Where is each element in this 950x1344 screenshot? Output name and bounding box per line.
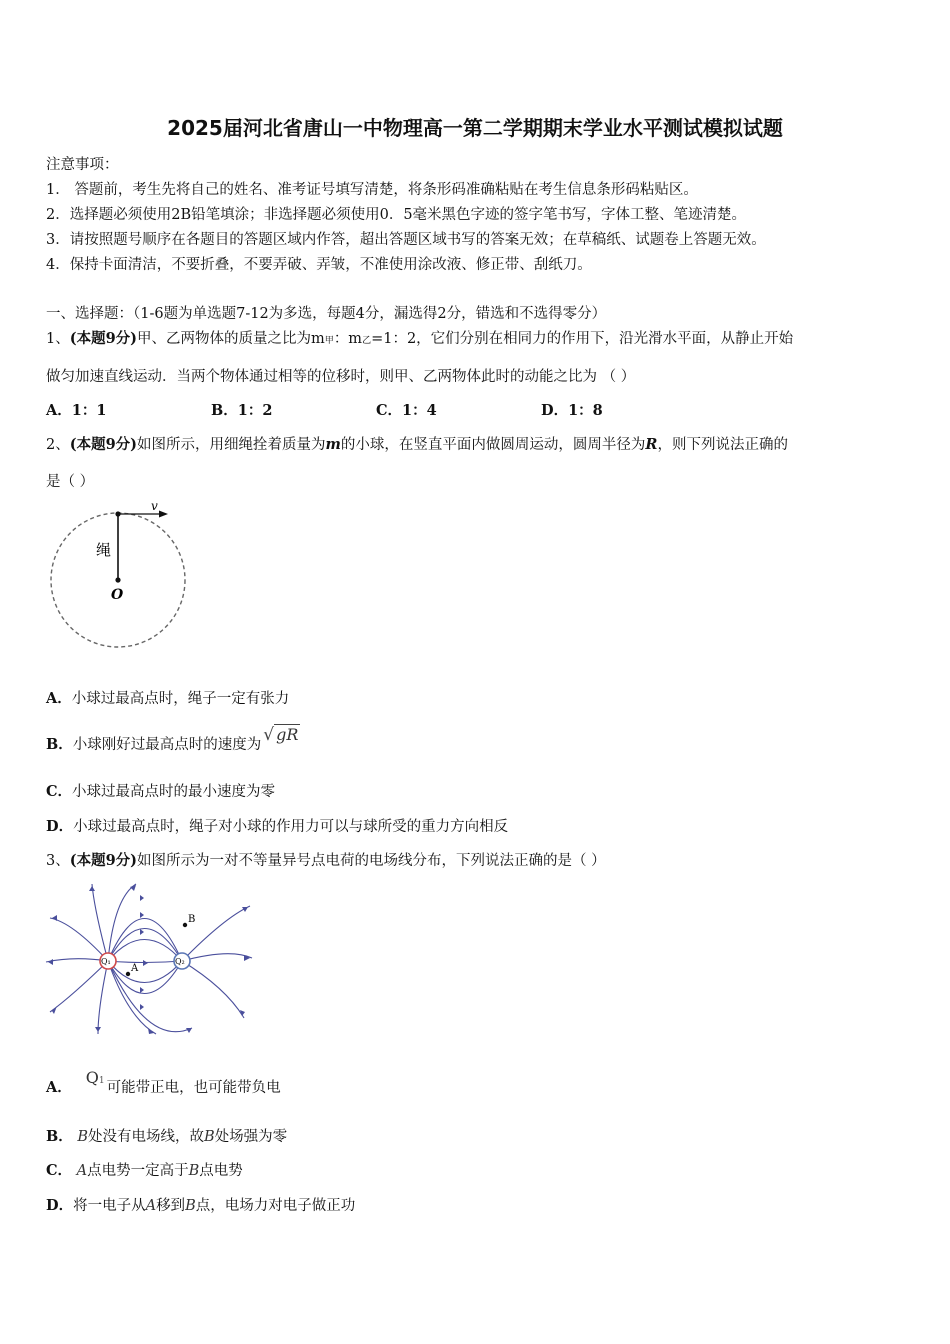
label-b: B [188,914,196,925]
option-text: 1：2 [237,402,273,419]
option-label: C． [46,783,73,800]
label-rope: 绳 [96,541,112,559]
math-gr: gR [276,725,299,744]
q2-option-b[interactable] [46,725,300,754]
question-text: 如图所示为一对不等量异号点电荷的电场线分布，下列说法正确的是（ ） [137,853,606,869]
sqrt-expression: √ gR [263,725,299,745]
label-q2: Q₂ [175,957,185,966]
question-2-line-2: 是（ ） [46,474,95,490]
option-label: C． [46,1162,73,1179]
math-b: B [204,1129,215,1145]
question-score: (本题9分) [69,436,138,453]
option-label: B． [46,736,73,753]
circular-motion-figure [44,498,194,658]
q1-option-c[interactable] [376,399,437,420]
option-text: 1：4 [402,402,437,419]
q2-option-d[interactable] [46,815,508,836]
math-b: B [185,1198,196,1214]
q2-option-a[interactable] [46,687,289,708]
question-text: =1：2，它们分别在相同力的作用下，沿光滑水平面，从静止开始 [371,331,794,347]
math-q: Q [85,1068,99,1087]
point-a [126,972,130,976]
subscript: 甲 [324,336,334,346]
question-number: 2、 [46,437,70,453]
label-a: A [131,963,139,974]
option-text: 点，电场力对电子做正功 [195,1198,356,1214]
question-2-line-1 [46,433,788,454]
option-text: 小球过最高点时，绳子对小球的作用力可以与球所受的重力方向相反 [73,819,509,835]
center-dot [115,577,120,582]
question-text: 的小球，在竖直平面内做圆周运动，圆周半径为 [340,437,646,453]
option-label: A． [46,402,72,419]
subscript: 乙 [362,336,372,346]
question-text: 如图所示，用细绳拴着质量为 [137,437,326,453]
option-text: 移到 [156,1198,186,1214]
notice-item-3: 3．请按照题号顺序在各题目的答题区域内作答，超出答题区域书写的答案无效；在草稿纸、试题卷上答题无效。 [46,232,766,248]
math-q1 [85,1068,105,1087]
math-b: B [188,1163,200,1179]
question-score: (本题9分) [69,852,138,869]
option-text: 小球过最高点时，绳子一定有张力 [71,691,290,707]
q1-option-a[interactable] [46,399,106,420]
math-a: A [145,1198,157,1214]
notice-item-4: 4．保持卡面清洁，不要折叠，不要弄破、弄皱，不准使用涂改液、修正带、刮纸刀。 [46,257,592,273]
label-v: v [151,499,158,513]
question-text: ，则下列说法正确的 [657,437,788,453]
page-title: 2025届河北省唐山一中物理高一第二学期期末学业水平测试模拟试题 [167,116,783,140]
math-a: A [76,1163,88,1179]
question-3-line-1 [46,849,606,870]
option-text: 1：1 [71,402,107,419]
notice-heading: 注意事项： [46,157,119,173]
question-text: 甲、乙两物体的质量之比为m [137,331,325,347]
electric-field-figure [44,878,256,1038]
question-text: ：m [333,331,363,347]
question-1-line-1 [46,327,793,348]
question-number: 1、 [46,331,70,347]
option-label: B． [211,402,238,419]
notice-item-2: 2．选择题必须使用2B铅笔填涂；非选择题必须使用0．5毫米黑色字迹的签字笔书写，字体工整、笔迹清楚。 [46,207,747,223]
variable-r: R [645,436,658,453]
variable-m: m [325,436,341,453]
field-lines [46,884,252,1034]
option-label: B． [46,1128,73,1145]
math-b: B [77,1129,89,1145]
option-text: 1：8 [568,402,603,419]
option-label: D． [541,402,569,419]
option-text: 将一电子从 [73,1198,146,1214]
option-label: D． [46,818,74,835]
question-score: (本题9分) [69,330,138,347]
option-text: 处没有电场线，故 [88,1129,205,1145]
field-arrows [48,885,250,1034]
notice-item-1: 1． 答题前，考生先将自己的姓名、准考证号填写清楚，将条形码准确粘贴在考生信息条形码粘贴区。 [46,182,698,198]
option-text: 可能带正电，也可能带负电 [106,1080,281,1096]
q3-option-c[interactable] [46,1159,243,1180]
point-b [183,923,187,927]
q1-option-d[interactable] [541,399,603,420]
option-label: A． [46,1079,72,1096]
option-text: 小球刚好过最高点时的速度为 [72,737,262,753]
math-subscript: 1 [98,1076,105,1086]
q3-option-d[interactable] [46,1194,355,1215]
option-text: 处场强为零 [214,1129,288,1145]
option-text: 小球过最高点时的最小速度为零 [72,784,276,800]
arrowhead [159,511,168,518]
label-q1: Q₁ [101,957,111,966]
option-text: 点电势一定高于 [87,1163,189,1179]
section-heading: 一、选择题：（1-6题为单选题7-12为多选，每题4分，漏选得2分，错选和不选得零分） [46,306,607,322]
option-label: D． [46,1197,74,1214]
q3-option-a[interactable] [46,1068,281,1097]
option-text: 点电势 [199,1163,243,1179]
q3-option-b[interactable] [46,1125,287,1146]
q1-option-b[interactable] [211,399,272,420]
question-1-line-2: 做匀加速直线运动．当两个物体通过相等的位移时，则甲、乙两物体此时的动能之比为 （ ） [46,369,636,385]
question-number: 3、 [46,853,70,869]
option-label: C． [376,402,403,419]
option-label: A． [46,690,72,707]
label-o: O [111,587,124,603]
q2-option-c[interactable] [46,780,275,801]
